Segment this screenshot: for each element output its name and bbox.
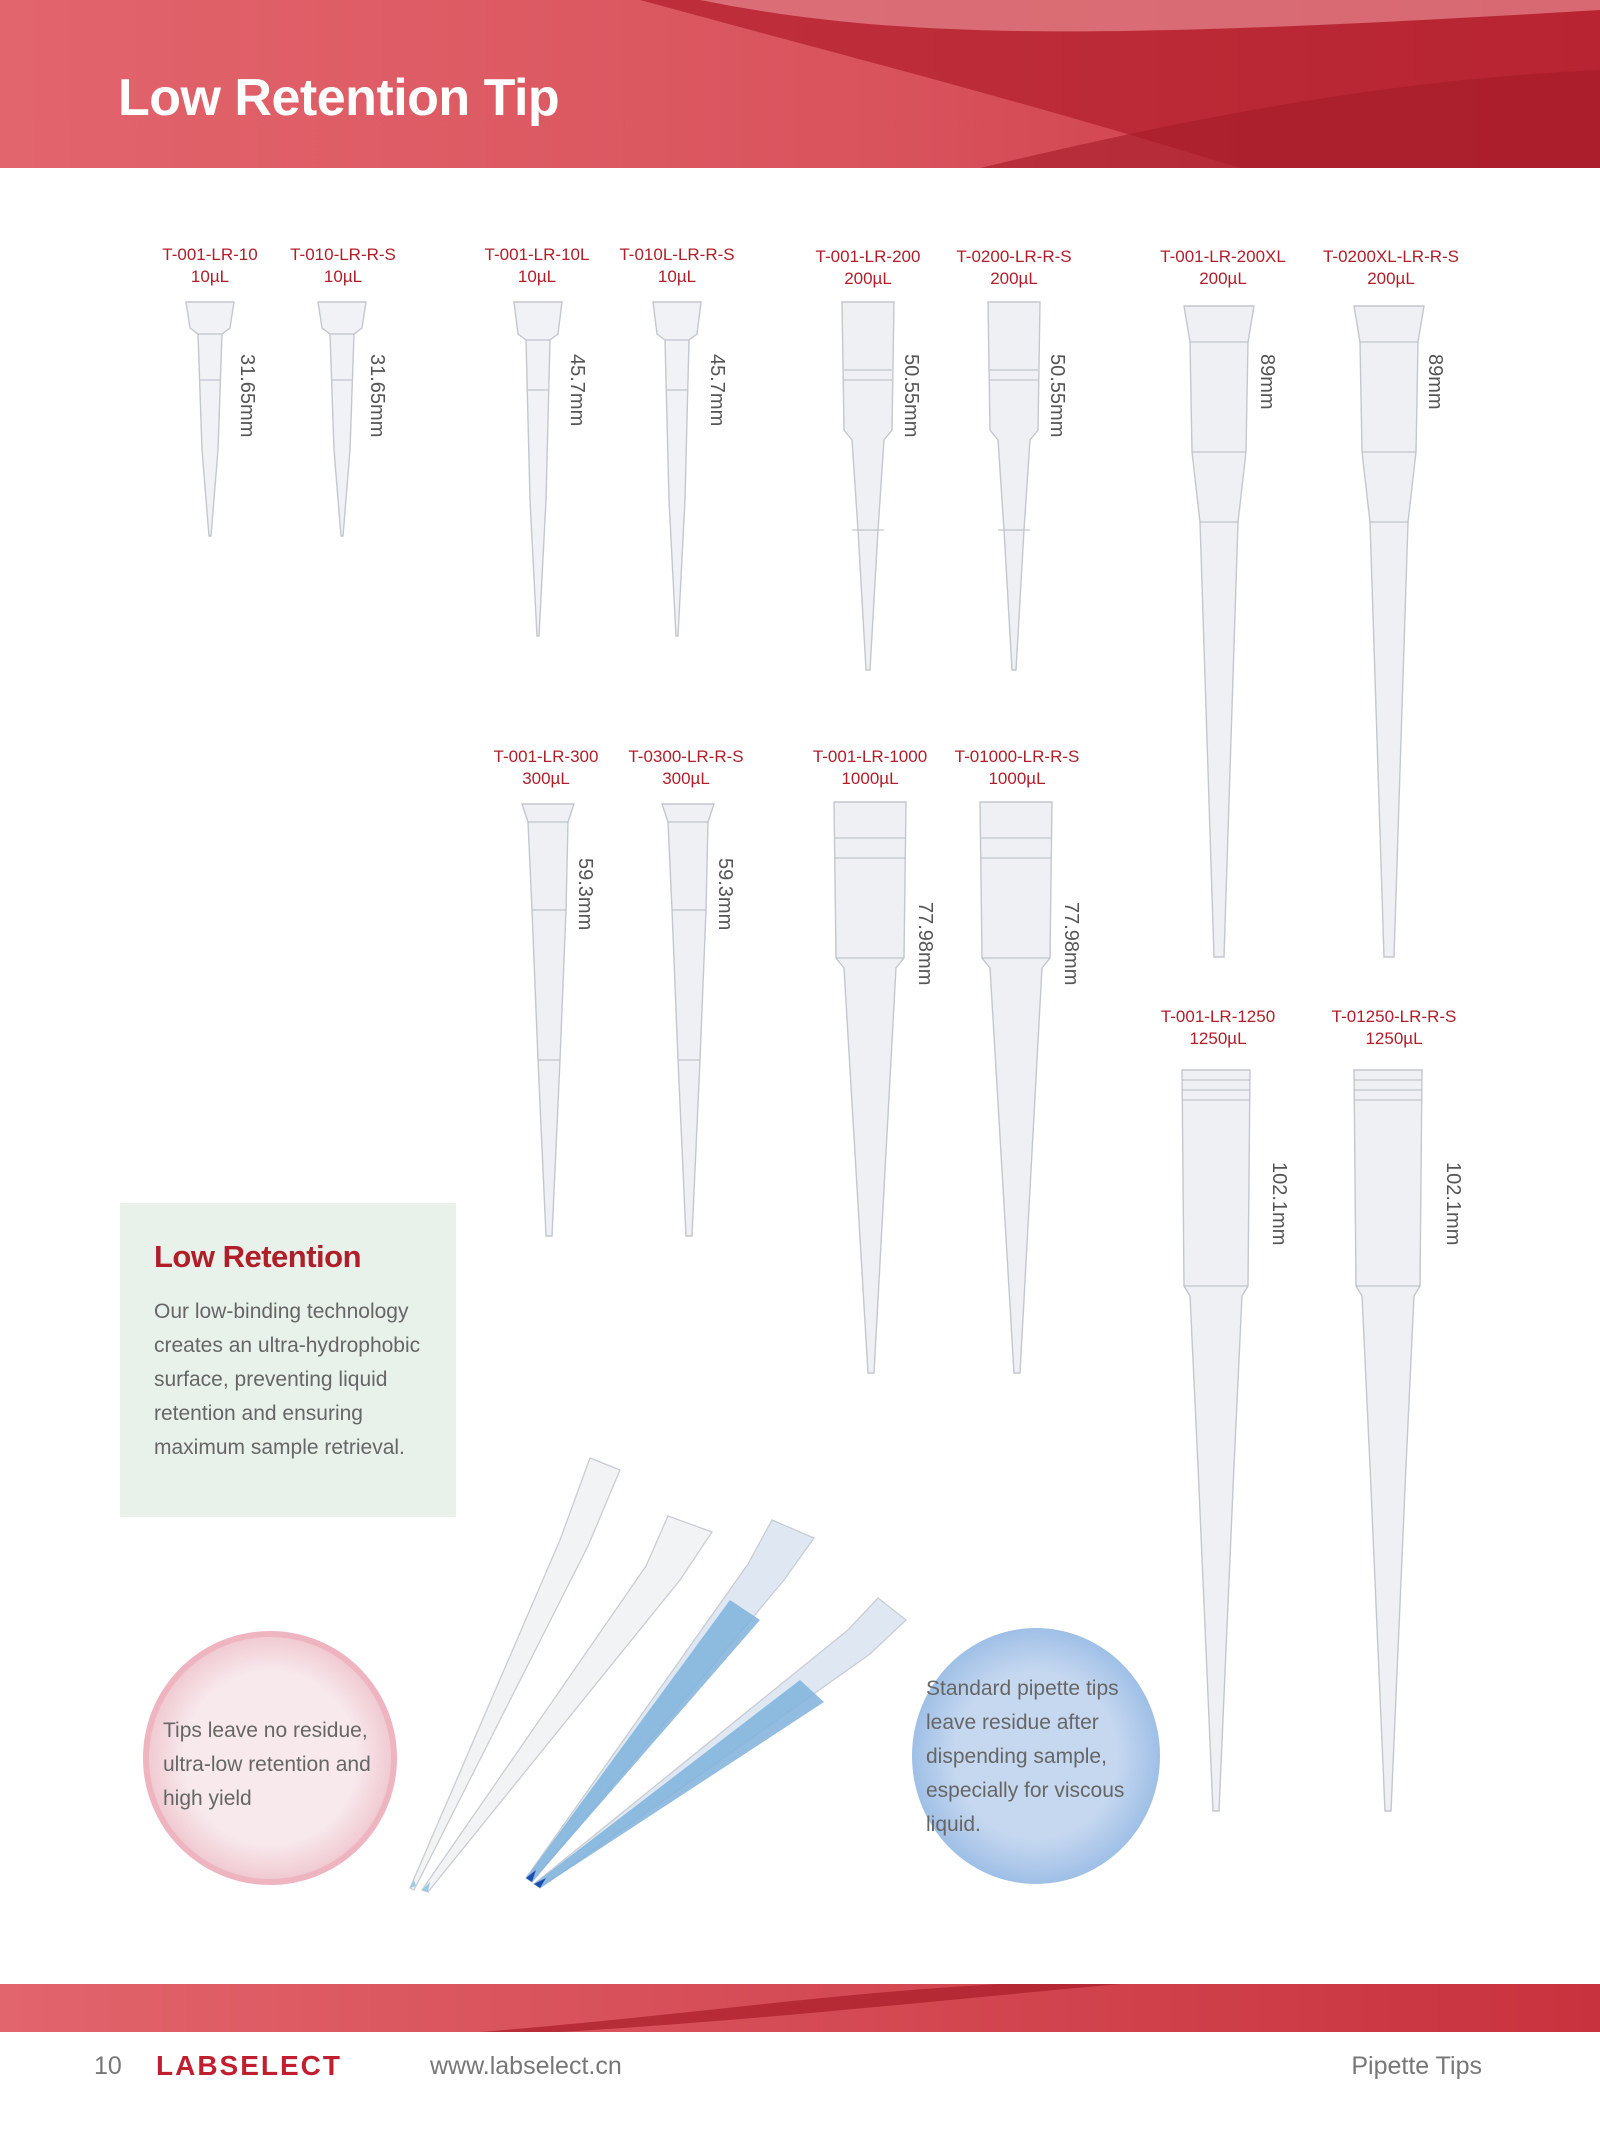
product-volume: 200µL (844, 269, 892, 288)
product-volume: 10µL (517, 267, 557, 286)
product-code: T-001-LR-300 (493, 747, 599, 766)
product-caption (788, 246, 948, 290)
pipette-tip-image (649, 300, 705, 640)
tip-length: 50.55mm (1046, 354, 1068, 438)
product-code: T-001-LR-1250 (1160, 1007, 1276, 1026)
product-volume: 300µL (522, 769, 570, 788)
info-description: Our low-binding technology creates an ultra-hydrophobic surface, preventing liquid retention and ensuring maximum sample retrieval. (154, 1300, 421, 1459)
product-code: T-001-LR-10L (484, 245, 590, 264)
pipette-tip-image (182, 300, 238, 540)
info-title: Low Retention (154, 1239, 362, 1274)
product-caption (606, 746, 766, 790)
tip-length: 50.55mm (900, 354, 922, 438)
low-retention-bubble-text: Tips leave no residue, ultra-low retention and high yield (163, 1719, 371, 1810)
product-volume: 200µL (1367, 269, 1415, 288)
pipette-tip-image (518, 800, 578, 1240)
footer-section: Pipette Tips (1351, 2052, 1482, 2080)
product-caption (790, 746, 950, 790)
product-code: T-010L-LR-R-S (619, 245, 735, 264)
pipette-tip-image (984, 300, 1044, 675)
product-caption (937, 746, 1097, 790)
product-volume: 200µL (1199, 269, 1247, 288)
product-caption (1143, 246, 1303, 290)
product-caption (1311, 246, 1471, 290)
product-code: T-0300-LR-R-S (628, 747, 744, 766)
product-volume: 10µL (190, 267, 230, 286)
product-volume: 300µL (662, 769, 710, 788)
pipette-tip-image (978, 798, 1054, 1378)
tip-length: 45.7mm (566, 354, 588, 427)
product-volume: 10µL (657, 267, 697, 286)
product-volume: 10µL (323, 267, 363, 286)
pipette-tip-image (838, 300, 898, 675)
product-code: T-001-LR-200 (815, 247, 921, 266)
product-caption (934, 246, 1094, 290)
product-volume: 1250µL (1189, 1029, 1247, 1048)
pipette-tip-image (314, 300, 370, 540)
standard-tip-bubble-text: Standard pipette tips leave residue after dispending sample, especially for viscous liquid. (926, 1677, 1125, 1836)
product-code: T-01000-LR-R-S (954, 747, 1080, 766)
product-caption (1314, 1006, 1474, 1050)
tip-length: 31.65mm (236, 354, 258, 438)
page-title: Low Retention Tip (118, 69, 560, 127)
product-volume: 1000µL (841, 769, 899, 788)
pipette-tip-image (1350, 1066, 1426, 1816)
product-caption (1138, 1006, 1298, 1050)
product-code: T-001-LR-1000 (812, 747, 928, 766)
product-volume: 1250µL (1365, 1029, 1423, 1048)
tip-length: 89mm (1424, 354, 1446, 410)
brand-logo: LABSELECT (156, 2050, 342, 2081)
tip-length: 59.3mm (714, 858, 736, 931)
product-code: T-0200XL-LR-R-S (1322, 247, 1460, 266)
pipette-tip-image (510, 300, 566, 640)
tip-length: 77.98mm (914, 902, 936, 986)
pipette-tip-image (1352, 302, 1426, 962)
product-volume: 200µL (990, 269, 1038, 288)
pipette-tip-image (1178, 1066, 1254, 1816)
tip-length: 59.3mm (574, 858, 596, 931)
product-code: T-001-LR-200XL (1160, 247, 1286, 266)
footer-website: www.labselect.cn (430, 2052, 622, 2080)
product-code: T-01250-LR-R-S (1331, 1007, 1457, 1026)
tip-length: 89mm (1256, 354, 1278, 410)
tip-length: 77.98mm (1060, 902, 1082, 986)
tip-length: 102.1mm (1268, 1162, 1290, 1246)
product-caption (466, 746, 626, 790)
product-code: T-001-LR-10 (162, 245, 258, 264)
pipette-tip-image (832, 798, 908, 1378)
product-code: T-0200-LR-R-S (956, 247, 1072, 266)
footer-banner (0, 1984, 1600, 2032)
footer-background (0, 1984, 1600, 2032)
product-caption (597, 244, 757, 288)
page-number: 10 (94, 2052, 122, 2080)
pipette-tip-image (658, 800, 718, 1240)
product-code: T-010-LR-R-S (290, 245, 396, 264)
tips-comparison-image (400, 1450, 920, 1910)
tip-length: 102.1mm (1442, 1162, 1464, 1246)
pipette-tip-image (1182, 302, 1256, 962)
product-caption (263, 244, 423, 288)
tip-length: 45.7mm (706, 354, 728, 427)
product-volume: 1000µL (988, 769, 1046, 788)
tip-length: 31.65mm (366, 354, 388, 438)
product-caption (457, 244, 617, 288)
